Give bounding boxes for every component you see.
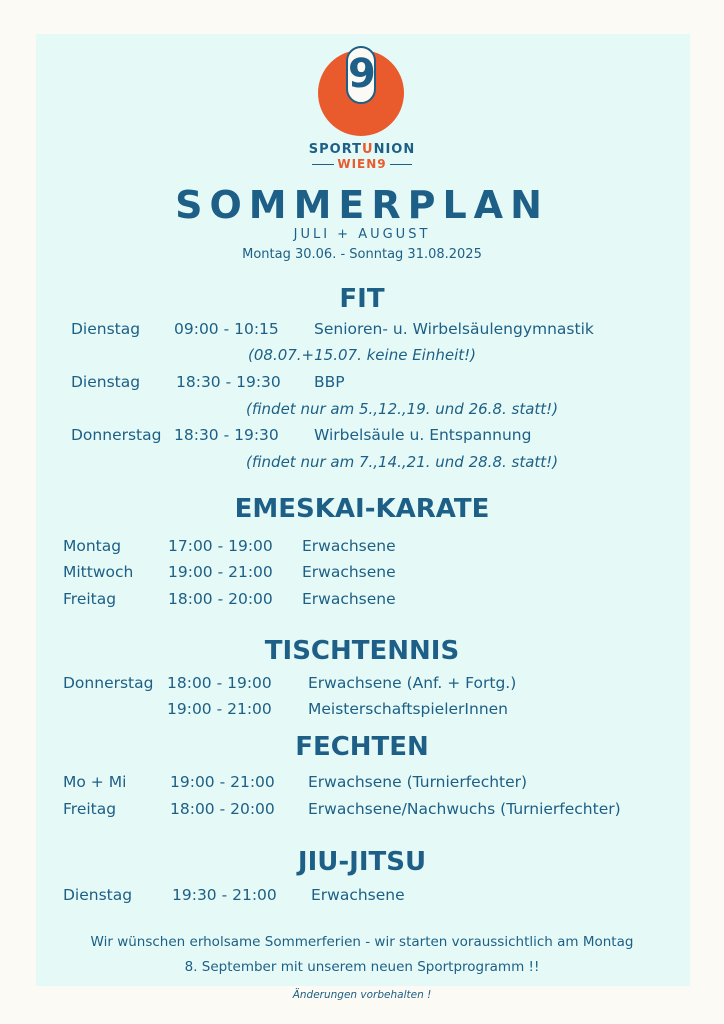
tischtennis-row-2-desc: MeisterschaftspielerInnen: [308, 700, 509, 718]
tischtennis-row-1-day: Donnerstag: [63, 674, 154, 692]
karate-row-2-desc: Erwachsene: [302, 563, 396, 581]
jiujitsu-row-1-time: 19:30 - 21:00: [172, 886, 277, 904]
karate-row-1-time: 17:00 - 19:00: [168, 537, 273, 555]
fit-row-2-note: (findet nur am 5.,12.,19. und 26.8. statt!): [246, 400, 559, 418]
section-heading-tischtennis: TISCHTENNIS: [264, 636, 460, 666]
fit-row-1-time: 09:00 - 10:15: [174, 320, 279, 338]
section-heading-fit: FIT: [339, 284, 385, 314]
fechten-row-1-day: Mo + Mi: [63, 773, 127, 791]
karate-row-2-day: Mittwoch: [63, 563, 134, 581]
fit-row-3-note: (findet nur am 7.,14.,21. und 28.8. statt!): [246, 453, 559, 471]
fit-row-1-desc: Senioren- u. Wirbelsäulengymnastik: [314, 320, 594, 338]
footer-line-1: Wir wünschen erholsame Sommerferien - wir starten voraussichtlich am Montag: [90, 934, 634, 950]
karate-row-3-desc: Erwachsene: [302, 590, 396, 608]
logo-nion: NION: [373, 142, 416, 157]
logo-brand-line2: [0, 157, 724, 171]
fit-row-2-time: 18:30 - 19:30: [176, 373, 281, 391]
karate-row-3-time: 18:00 - 20:00: [168, 590, 273, 608]
fechten-row-2-time: 18:00 - 20:00: [170, 800, 275, 818]
date-range: Montag 30.06. - Sonntag 31.08.2025: [242, 247, 482, 262]
jiujitsu-row-1-desc: Erwachsene: [311, 886, 405, 904]
fit-row-1-note: (08.07.+15.07. keine Einheit!): [248, 346, 476, 364]
karate-row-2-time: 19:00 - 21:00: [168, 563, 273, 581]
fechten-row-1-desc: Erwachsene (Turnierfechter): [308, 773, 528, 791]
section-heading-fechten: FECHTEN: [295, 732, 429, 762]
logo-u: U: [362, 142, 374, 157]
karate-row-1-desc: Erwachsene: [302, 537, 396, 555]
fit-row-3-day: Donnerstag: [71, 426, 162, 444]
page-title: SOMMERPLAN: [175, 183, 549, 227]
jiujitsu-row-1-day: Dienstag: [63, 886, 133, 904]
footer-line-2: 8. September mit unserem neuen Sportprogramm !!: [184, 959, 540, 975]
logo-wien9: WIEN9: [337, 157, 387, 171]
fit-row-3-time: 18:30 - 19:30: [174, 426, 279, 444]
tischtennis-row-1-time: 18:00 - 19:00: [167, 674, 272, 692]
logo-sport: SPORT: [308, 142, 363, 157]
fechten-row-2-desc: Erwachsene/Nachwuchs (Turnierfechter): [308, 800, 621, 818]
karate-row-3-day: Freitag: [63, 590, 117, 608]
fit-row-3-desc: Wirbelsäule u. Entspannung: [314, 426, 532, 444]
logo-digit: 9: [348, 51, 376, 97]
fechten-row-2-day: Freitag: [63, 800, 117, 818]
fit-row-1-day: Dienstag: [71, 320, 141, 338]
section-heading-karate: EMESKAI-KARATE: [234, 494, 490, 524]
tischtennis-row-1-desc: Erwachsene (Anf. + Fortg.): [308, 674, 517, 692]
fit-row-2-desc: BBP: [314, 373, 345, 391]
footer-disclaimer: Änderungen vorbehalten !: [292, 989, 432, 1001]
page-subtitle: JULI + AUGUST: [293, 227, 431, 242]
tischtennis-row-2-time: 19:00 - 21:00: [167, 700, 272, 718]
fit-row-2-day: Dienstag: [71, 373, 141, 391]
karate-row-1-day: Montag: [63, 537, 122, 555]
section-heading-jiujitsu: JIU-JITSU: [297, 847, 427, 877]
fechten-row-1-time: 19:00 - 21:00: [170, 773, 275, 791]
logo-brand-line1: [0, 142, 724, 157]
logo-nine-icon: [346, 46, 376, 104]
